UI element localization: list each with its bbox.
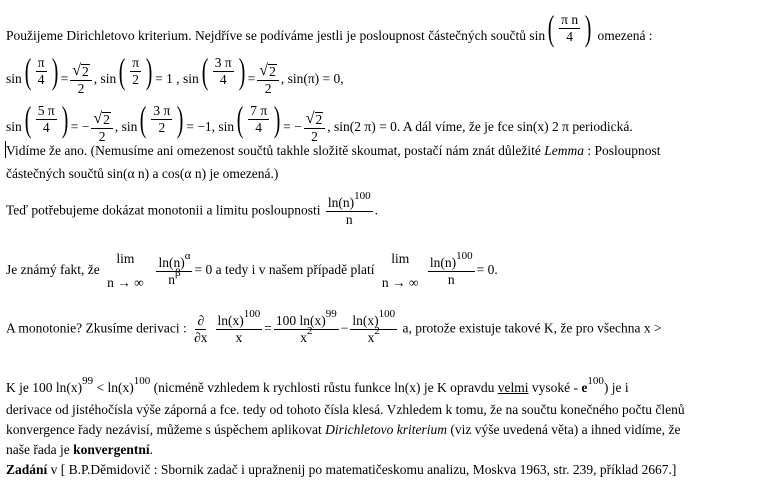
text-line-10: derivace od jistéhočísla výše záporná a fce. tedy od tohoto čísla klesá. Vzhledem k tomu, že na součtu konečného počtu členů: [6, 402, 685, 417]
comparison-line: K je 100 $\ln(x)^{99} < \ln(x)^{100}$ (nicméně vzhledem k rychlosti růstu funkce ln(x) je K opravdu velmi vysoké - $e^{100}$) je i: [6, 375, 629, 395]
intro-line: Použijeme Dirichletovo kriterium. Nejdříve se podíváme jestli je posloupnost částečných součtů sin ( $\frac{\text{π n}}{4}$ ) omezená :: [6, 8, 653, 48]
source-line: Zadání v [ B.P.Děmidovič : Sbornik zadač i upražnenij po matematičeskomu analizu, Moskva 1963, str. 239, příklad 2667.]: [6, 462, 677, 477]
text-line-11: konvergence řady nezávisí, můžeme s úspěchem aplikovat Dirichletovo kriterium (viz výše uvedená věta) a ihned vidíme, že: [6, 422, 681, 437]
derivative-line: A monotonie? Zkusíme derivaci : $\frac{\partial}{\partial x}$ $\frac{\ln(x)^{100}}{x}$ = $\frac{100 \ln(x)^{99}}{x^2}$ − $\frac{\ln(x)^{100}}{x^2}$ a, protože existuje takové K, že pro všechna x >: [6, 308, 662, 345]
limit-line: Je známý fakt, že lim n → ∞ $\frac{\ln(n)^\alpha}{n^\beta}$ = 0 a tedy i v našem případě platí lim n → ∞ $\frac{\ln(n)^{100}}{n}$ = 0.: [6, 249, 498, 290]
conclusion-line: naše řada je konvergentní.: [6, 442, 153, 457]
lemma-line: Vidíme že ano. (Nemusíme ani omezenost součtů takhle složitě skoumat, postačí nám znát důležité Lemma : Posloupnost: [6, 143, 661, 158]
fraction: $\frac{\text{π n}}{4}$: [561, 11, 579, 44]
sine-values-line-1: sin ( $\frac{\pi}{4}$ ) = √ 2 2 , sin ( $\frac{\pi}{2}$ ) = 1 , sin ( $\frac{3 \pi}{4}$ ) = √ 2 2 , sin(π) = 0,: [6, 51, 344, 97]
monotonicity-line: Teď potřebujeme dokázat monotonii a limitu posloupnosti $\frac{\ln(n)^{100}}{n}$ .: [6, 190, 378, 227]
paren-expression: ( $\frac{\text{π n}}{4}$ ): [547, 8, 592, 48]
lemma-statement: částečných součtů sin(α n) a cos(α n) je omezená.): [6, 166, 279, 181]
sine-values-line-2: sin ( $\frac{5 \pi}{4}$ ) = − √ 2 2 , sin ( $\frac{3 \pi}{2}$ ) = −1, sin ( $\frac{7 \pi}{4}$ ) = − √ 2 2 , sin(2 π) = 0. A dál víme, že je fce sin(x) 2 π periodická.: [6, 99, 633, 145]
